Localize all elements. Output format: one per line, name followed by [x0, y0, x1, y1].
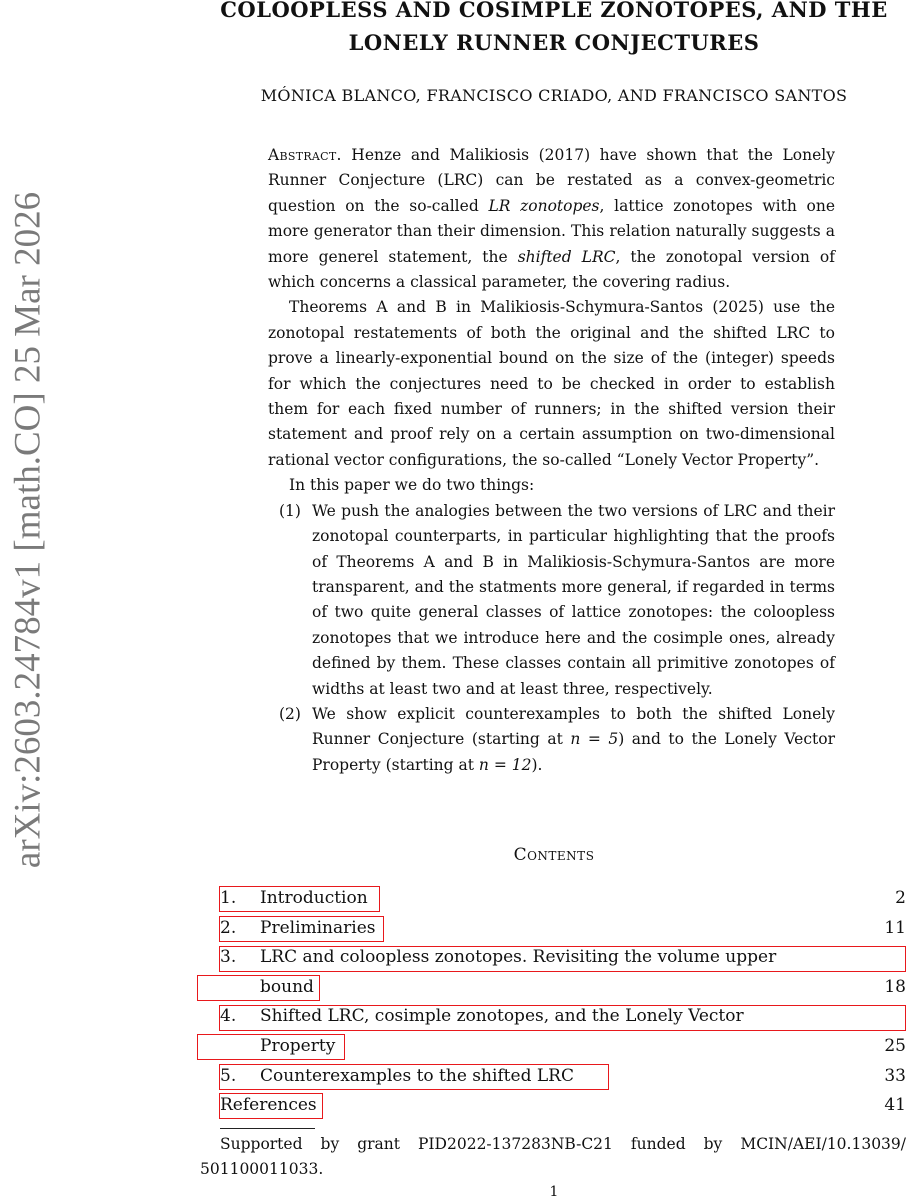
list-item [268, 499, 835, 702]
math-expression: n = 5 [570, 730, 619, 749]
toc-title: Introduction [260, 888, 368, 908]
list-item-text: We show explicit counterexamples to both the shifted Lonely Runner Conjecture (starting at [312, 704, 835, 749]
toc-page: 33 [884, 1065, 906, 1086]
footnote [200, 1132, 906, 1182]
toc-number: 3. [220, 947, 237, 968]
toc-page: 41 [884, 1095, 906, 1116]
toc-link-references[interactable] [219, 1093, 323, 1119]
toc-title-continuation: bound [260, 976, 314, 997]
abstract-text: , the zonotopal version of which concerns a classical parameter, the covering radius. [268, 247, 835, 292]
toc-page: 11 [884, 917, 906, 938]
toc-link-lrc-coloopless[interactable] [219, 946, 906, 972]
list-item-text: We push the analogies between the two versions of LRC and their zonotopal counterparts, in particular highlighting that the proofs of Theorems A and B in Malikiosis-Schymura-Santos are more transparent, and the statments more general, if regarded in terms of two quite general classes of lattice zonotopes: the coloopless zonotopes that we introduce here and the cosimple ones, already defined by them. These classes contain all primitive zonotopes of widths at least two and at least three, respectively. [312, 501, 835, 698]
toc-page: 25 [884, 1035, 906, 1056]
paper-title [200, 0, 908, 59]
title-line-2: LONELY RUNNER CONJECTURES [348, 30, 760, 55]
contents-heading: Contents [513, 845, 595, 865]
abstract-paragraph-2: Theorems A and B in Malikiosis-Schymura-Santos (2025) use the zonotopal restatements of both the original and the shifted LRC to prove a linearly-exponential bound on the size of the (integer) speeds for which the conjectures need to be checked in order to establish them for each fixed number of runners; in the shifted version their statement and proof rely on a certain assumption on two-dimensional rational vector configurations, the so-called “Lonely Vector Property”. [268, 298, 835, 469]
arxiv-identifier-sidebar: arXiv:2603.24784v1 [math.CO] 25 Mar 2026 [7, 191, 49, 869]
abstract [268, 143, 835, 778]
toc-link-preliminaries[interactable] [219, 916, 384, 942]
page-number: 1 [549, 1184, 559, 1200]
math-expression: n = 12 [478, 755, 532, 774]
toc-number: 4. [220, 1006, 237, 1027]
footnote-rule [220, 1128, 315, 1129]
list-item-text: ) and to the Lonely Vector Property (starting at [312, 730, 835, 774]
abstract-emphasis: shifted LRC [517, 247, 616, 266]
abstract-paragraph-1 [268, 143, 835, 295]
toc-link-introduction[interactable] [219, 886, 380, 912]
title-line-1: COLOOPLESS AND COSIMPLE ZONOTOPES, AND THE [220, 0, 888, 22]
abstract-emphasis: LR zonotopes [488, 196, 600, 215]
list-item-number: (1) [279, 501, 301, 520]
toc-number: 1. [220, 888, 237, 908]
toc-title: Shifted LRC, cosimple zonotopes, and the Lonely Vector [260, 1006, 744, 1027]
list-item-number: (2) [279, 704, 301, 723]
toc-title: Preliminaries [260, 917, 376, 938]
contributions-list [268, 499, 835, 778]
abstract-paragraph-3: In this paper we do two things: [289, 476, 535, 495]
toc-link-shifted-lrc-cont[interactable] [197, 1034, 345, 1060]
toc-title-continuation: Property [260, 1035, 336, 1056]
toc-title: References [220, 1095, 317, 1116]
toc-entry-lrc-coloopless-cont [220, 973, 906, 1003]
toc-link-lrc-coloopless-cont[interactable] [197, 975, 320, 1001]
toc-link-shifted-lrc[interactable] [219, 1005, 906, 1031]
toc-number: 5. [220, 1065, 237, 1086]
toc-link-counterexamples[interactable] [219, 1064, 609, 1090]
abstract-text: Henze and Malikiosis (2017) have shown that the Lonely Runner Conjecture (LRC) can be restated as a convex-geometric question on the so-called [268, 146, 835, 215]
footnote-line-1: Supported by grant PID2022-137283NB-C21 funded by MCIN/AEI/10.13039/ [220, 1135, 906, 1153]
toc-title: LRC and coloopless zonotopes. Revisiting the volume upper [260, 947, 777, 968]
footnote-line-2: 501100011033. [200, 1160, 324, 1178]
abstract-label: Abstract. [268, 146, 342, 164]
author-list: MÓNICA BLANCO, FRANCISCO CRIADO, AND FRANCISCO SANTOS [260, 86, 848, 105]
toc-page: 18 [884, 976, 906, 997]
toc-number: 2. [220, 917, 237, 938]
toc-page: 2 [895, 888, 906, 908]
abstract-text: , lattice zonotopes with one more generator than their dimension. This relation naturally suggests a more generel statement, the [268, 196, 835, 266]
list-item [268, 702, 835, 778]
list-item-text: ). [531, 755, 543, 774]
toc-title: Counterexamples to the shifted LRC [260, 1065, 574, 1086]
